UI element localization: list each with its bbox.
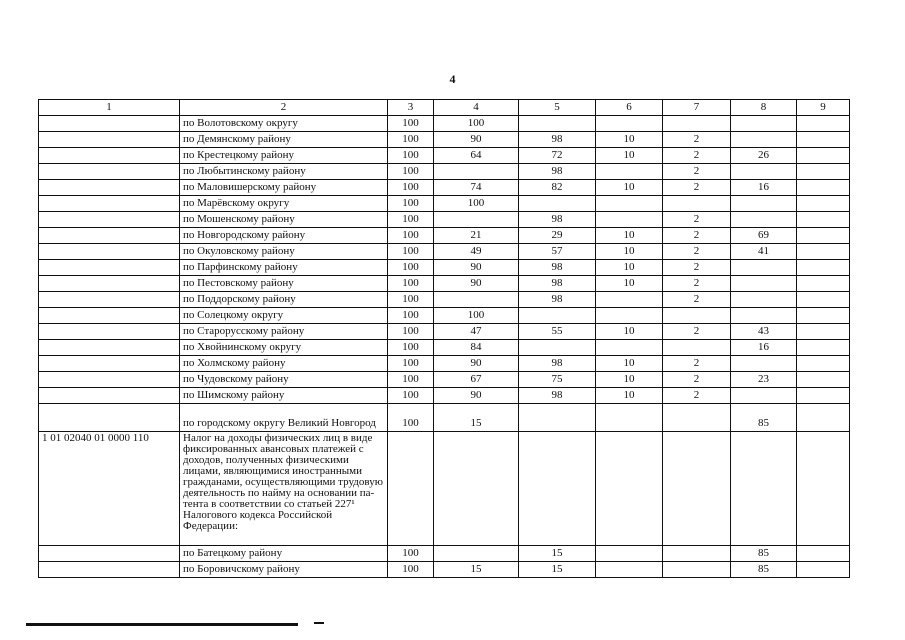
cell-value <box>797 212 850 228</box>
cell-value: 85 <box>731 404 797 432</box>
cell-value: 41 <box>731 244 797 260</box>
cell-value: 2 <box>663 276 731 292</box>
cell-value: 100 <box>388 308 434 324</box>
cell-value <box>596 292 663 308</box>
cell-value: 2 <box>663 164 731 180</box>
cell-value: 100 <box>388 324 434 340</box>
cell-value <box>519 116 596 132</box>
cell-value: 100 <box>388 260 434 276</box>
cell-value <box>797 324 850 340</box>
cell-value: 100 <box>388 244 434 260</box>
page-number: 4 <box>449 72 456 86</box>
cell-value <box>797 228 850 244</box>
cell-value: 100 <box>388 404 434 432</box>
cell-value <box>797 356 850 372</box>
cell-value <box>731 308 797 324</box>
cell-value <box>797 116 850 132</box>
cell-code <box>39 324 180 340</box>
cell-value: 57 <box>519 244 596 260</box>
cell-value <box>731 116 797 132</box>
table-row <box>39 324 850 340</box>
cell-value: 16 <box>731 340 797 356</box>
table-row <box>39 228 850 244</box>
cell-name: по Боровичскому району <box>180 562 388 578</box>
cell-code <box>39 148 180 164</box>
cell-value <box>731 292 797 308</box>
cell-value <box>797 132 850 148</box>
cell-value <box>663 404 731 432</box>
table-row <box>39 432 850 546</box>
cell-value <box>797 432 850 546</box>
header-row <box>39 100 850 116</box>
cell-value: 69 <box>731 228 797 244</box>
cell-value: 43 <box>731 324 797 340</box>
header-cell: 2 <box>180 100 388 116</box>
table-row <box>39 340 850 356</box>
cell-value <box>596 340 663 356</box>
cell-value <box>596 212 663 228</box>
cell-value: 10 <box>596 356 663 372</box>
cell-value: 100 <box>388 372 434 388</box>
cell-name: по Волотовскому округу <box>180 116 388 132</box>
cell-value: 82 <box>519 180 596 196</box>
cell-value: 72 <box>519 148 596 164</box>
cell-name: по Крестецкому району <box>180 148 388 164</box>
cell-value <box>663 196 731 212</box>
table-row <box>39 546 850 562</box>
cell-value: 47 <box>434 324 519 340</box>
cell-value: 23 <box>731 372 797 388</box>
cell-value <box>434 432 519 546</box>
cell-code <box>39 212 180 228</box>
header-cell: 5 <box>519 100 596 116</box>
cell-value <box>797 372 850 388</box>
cell-value: 98 <box>519 212 596 228</box>
cell-value: 2 <box>663 324 731 340</box>
cell-value: 100 <box>388 148 434 164</box>
cell-value <box>663 562 731 578</box>
table-row <box>39 388 850 404</box>
header-cell: 3 <box>388 100 434 116</box>
cell-name: по Старорусскому району <box>180 324 388 340</box>
table-row <box>39 276 850 292</box>
table-row <box>39 308 850 324</box>
cell-value <box>519 308 596 324</box>
cell-value: 85 <box>731 562 797 578</box>
cell-value: 2 <box>663 388 731 404</box>
cell-code: 1 01 02040 01 0000 110 <box>39 432 180 546</box>
cell-value <box>797 276 850 292</box>
cell-value: 10 <box>596 244 663 260</box>
cell-value: 98 <box>519 356 596 372</box>
cell-value <box>663 116 731 132</box>
cell-code <box>39 276 180 292</box>
cell-value: 2 <box>663 244 731 260</box>
cell-value <box>596 308 663 324</box>
cell-value: 98 <box>519 164 596 180</box>
cell-value: 49 <box>434 244 519 260</box>
cell-value: 55 <box>519 324 596 340</box>
cell-value: 10 <box>596 388 663 404</box>
cell-value: 100 <box>388 228 434 244</box>
cell-value: 98 <box>519 276 596 292</box>
cell-value <box>797 546 850 562</box>
cell-value <box>596 546 663 562</box>
cell-value <box>434 212 519 228</box>
cell-value: 10 <box>596 372 663 388</box>
cell-name: по Солецкому округу <box>180 308 388 324</box>
cell-value: 100 <box>388 546 434 562</box>
cell-value: 100 <box>388 116 434 132</box>
header-cell: 9 <box>797 100 850 116</box>
table-row <box>39 164 850 180</box>
cell-value <box>596 196 663 212</box>
cell-value <box>797 562 850 578</box>
cell-value <box>797 292 850 308</box>
cell-name: Налог на доходы физических лиц в виде фиксированных авансовых платежей с доходов, полученных физическими лицами, являющимися иностранными гражданами, осуществляющими трудовую деятельность по найму на основании патента в соответствии со статьей 227¹ Налогового кодекса Российской Федерации: <box>180 432 388 546</box>
cell-value: 15 <box>519 546 596 562</box>
cell-value: 100 <box>388 180 434 196</box>
cell-value: 2 <box>663 260 731 276</box>
cell-value: 75 <box>519 372 596 388</box>
cell-value: 90 <box>434 260 519 276</box>
header-cell: 1 <box>39 100 180 116</box>
header-cell: 6 <box>596 100 663 116</box>
table-row <box>39 116 850 132</box>
table-row <box>39 132 850 148</box>
cell-value <box>731 132 797 148</box>
table-row <box>39 356 850 372</box>
cell-value <box>519 340 596 356</box>
cell-value <box>596 432 663 546</box>
cell-value: 29 <box>519 228 596 244</box>
cell-value <box>663 340 731 356</box>
cell-value: 2 <box>663 132 731 148</box>
revenue-distribution-table <box>38 99 850 578</box>
cell-value: 2 <box>663 180 731 196</box>
cell-value: 2 <box>663 372 731 388</box>
cell-value: 100 <box>388 340 434 356</box>
cell-value <box>663 308 731 324</box>
cell-value: 15 <box>434 404 519 432</box>
cell-code <box>39 116 180 132</box>
cell-name: по Демянскому району <box>180 132 388 148</box>
cell-value: 90 <box>434 132 519 148</box>
cell-value <box>797 404 850 432</box>
cell-value: 21 <box>434 228 519 244</box>
cell-value <box>731 356 797 372</box>
cell-value <box>434 546 519 562</box>
cell-value <box>596 562 663 578</box>
cell-code <box>39 372 180 388</box>
cell-value <box>797 260 850 276</box>
cell-value: 98 <box>519 132 596 148</box>
cell-value <box>519 404 596 432</box>
table-row <box>39 212 850 228</box>
cell-value: 84 <box>434 340 519 356</box>
cell-value: 98 <box>519 292 596 308</box>
header-cell: 4 <box>434 100 519 116</box>
cell-code <box>39 228 180 244</box>
cell-value: 100 <box>388 292 434 308</box>
cell-name: по Батецкому району <box>180 546 388 562</box>
cell-code <box>39 244 180 260</box>
cell-name: по Маловишерскому району <box>180 180 388 196</box>
cell-code <box>39 404 180 432</box>
cell-name: по Холмскому району <box>180 356 388 372</box>
cell-value: 98 <box>519 388 596 404</box>
cell-value <box>596 404 663 432</box>
cell-value: 2 <box>663 228 731 244</box>
cell-name: по Поддорскому району <box>180 292 388 308</box>
cell-value: 74 <box>434 180 519 196</box>
table-row <box>39 372 850 388</box>
cell-value <box>731 212 797 228</box>
cell-value <box>731 432 797 546</box>
cell-value: 100 <box>388 356 434 372</box>
cell-code <box>39 388 180 404</box>
cell-value: 100 <box>434 308 519 324</box>
cell-code <box>39 292 180 308</box>
cell-value: 26 <box>731 148 797 164</box>
cell-value: 10 <box>596 260 663 276</box>
footer-dash <box>314 622 324 624</box>
cell-value <box>596 116 663 132</box>
cell-code <box>39 356 180 372</box>
cell-value: 100 <box>434 116 519 132</box>
cell-value: 2 <box>663 212 731 228</box>
cell-value <box>388 432 434 546</box>
cell-code <box>39 546 180 562</box>
cell-value: 100 <box>434 196 519 212</box>
cell-value: 100 <box>388 212 434 228</box>
cell-value: 100 <box>388 562 434 578</box>
cell-name: по Парфинскому району <box>180 260 388 276</box>
table-row <box>39 148 850 164</box>
cell-name: по Окуловскому району <box>180 244 388 260</box>
cell-value: 15 <box>434 562 519 578</box>
cell-value: 100 <box>388 276 434 292</box>
cell-value <box>731 276 797 292</box>
cell-value <box>731 164 797 180</box>
cell-value: 10 <box>596 228 663 244</box>
cell-value: 100 <box>388 132 434 148</box>
cell-value <box>797 196 850 212</box>
table-row <box>39 260 850 276</box>
cell-value <box>519 196 596 212</box>
cell-value: 100 <box>388 388 434 404</box>
cell-value: 2 <box>663 148 731 164</box>
cell-value: 100 <box>388 196 434 212</box>
cell-value: 2 <box>663 356 731 372</box>
header-cell: 7 <box>663 100 731 116</box>
cell-code <box>39 562 180 578</box>
table-row <box>39 196 850 212</box>
cell-code <box>39 308 180 324</box>
cell-value: 85 <box>731 546 797 562</box>
cell-value: 10 <box>596 132 663 148</box>
cell-value: 10 <box>596 148 663 164</box>
footer-line <box>26 623 298 626</box>
cell-name: по Шимскому району <box>180 388 388 404</box>
cell-value <box>663 432 731 546</box>
cell-value: 64 <box>434 148 519 164</box>
cell-name: по Любытинскому району <box>180 164 388 180</box>
cell-value <box>797 180 850 196</box>
table-row <box>39 244 850 260</box>
cell-value: 90 <box>434 276 519 292</box>
cell-value <box>797 164 850 180</box>
cell-value <box>797 308 850 324</box>
cell-value: 67 <box>434 372 519 388</box>
cell-value <box>519 432 596 546</box>
cell-value <box>797 244 850 260</box>
cell-value <box>596 164 663 180</box>
cell-value: 10 <box>596 324 663 340</box>
cell-value: 98 <box>519 260 596 276</box>
cell-name: по Новгородскому району <box>180 228 388 244</box>
cell-value <box>434 292 519 308</box>
cell-value <box>731 260 797 276</box>
cell-name: по Хвойнинскому округу <box>180 340 388 356</box>
cell-value <box>663 546 731 562</box>
cell-value <box>434 164 519 180</box>
table-row <box>39 292 850 308</box>
cell-code <box>39 132 180 148</box>
cell-value: 10 <box>596 276 663 292</box>
cell-name: по Мошенскому району <box>180 212 388 228</box>
cell-value: 90 <box>434 356 519 372</box>
cell-code <box>39 196 180 212</box>
table-row <box>39 404 850 432</box>
header-cell: 8 <box>731 100 797 116</box>
cell-value <box>797 148 850 164</box>
cell-name: по Пестовскому району <box>180 276 388 292</box>
cell-code <box>39 164 180 180</box>
cell-value: 100 <box>388 164 434 180</box>
cell-value: 16 <box>731 180 797 196</box>
cell-name: по Марёвскому округу <box>180 196 388 212</box>
cell-value: 90 <box>434 388 519 404</box>
cell-value: 2 <box>663 292 731 308</box>
cell-code <box>39 260 180 276</box>
cell-value <box>731 388 797 404</box>
cell-code <box>39 340 180 356</box>
cell-name: по Чудовскому району <box>180 372 388 388</box>
cell-value <box>797 340 850 356</box>
table-row <box>39 180 850 196</box>
table-row <box>39 562 850 578</box>
cell-value: 15 <box>519 562 596 578</box>
cell-name: по городскому округу Великий Новгород <box>180 404 388 432</box>
cell-value: 10 <box>596 180 663 196</box>
cell-code <box>39 180 180 196</box>
cell-value <box>797 388 850 404</box>
cell-value <box>731 196 797 212</box>
